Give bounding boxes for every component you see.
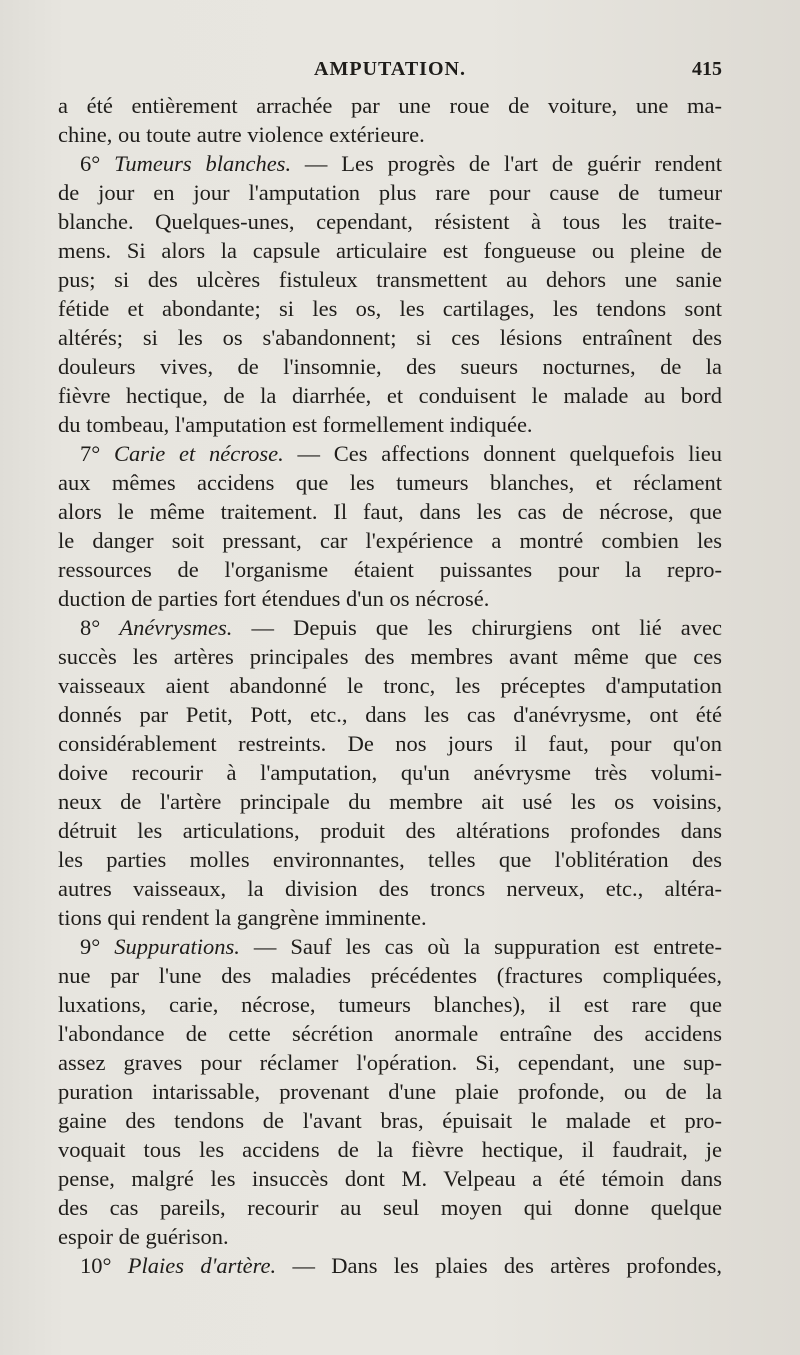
text-line [58,236,722,265]
text-line [58,1077,722,1106]
text-run: alors le même traitement. Il faut, dans les cas de nécrose, que [58,499,722,524]
text-run: douleurs vives, de l'insomnie, des sueurs nocturnes, de la [58,354,722,379]
text-line [58,468,722,497]
text-line [58,120,722,149]
text-run: tions qui rendent la gangrène imminente. [58,905,427,930]
text-line [58,1048,722,1077]
page-number: 415 [692,58,722,80]
text-line [58,526,722,555]
text-run: de jour en jour l'amputation plus rare pour cause de tumeur [58,180,722,205]
text-run: 8° [80,615,120,640]
text-line [58,439,722,468]
text-run: 7° [80,441,114,466]
text-line [58,149,722,178]
text-run: luxations, carie, nécrose, tumeurs blanches), il est rare que [58,992,722,1017]
text-run: pus; si des ulcères fistuleux transmettent au dehors une sanie [58,267,722,292]
text-run: considérablement restreints. De nos jours il faut, pour qu'on [58,731,722,756]
text-line [58,845,722,874]
text-run: des cas pareils, recourir au seul moyen qui donne quelque [58,1195,722,1220]
text-line [58,787,722,816]
text-line [58,816,722,845]
text-run: autres vaisseaux, la division des troncs nerveux, etc., altéra- [58,876,722,901]
text-run: neux de l'artère principale du membre ait usé les os voisins, [58,789,722,814]
text-run: — Les progrès de l'art de guérir rendent [291,151,722,176]
running-title: AMPUTATION. [314,58,466,80]
text-line [58,497,722,526]
text-run: détruit les articulations, produit des altérations profondes dans [58,818,722,843]
text-run: nue par l'une des maladies précédentes (fractures compliquées, [58,963,722,988]
text-run: aux mêmes accidens que les tumeurs blanches, et réclament [58,470,722,495]
text-line [58,700,722,729]
page-header [58,58,722,88]
text-line [58,555,722,584]
text-run: puration intarissable, provenant d'une plaie profonde, ou de la [58,1079,722,1104]
section-heading: Anévrysmes. [119,615,233,640]
text-run: du tombeau, l'amputation est formellement indiquée. [58,412,533,437]
text-run: l'abondance de cette sécrétion anormale entraîne des accidens [58,1021,722,1046]
text-run: a été entièrement arrachée par une roue de voiture, une ma- [58,93,722,118]
text-line [58,961,722,990]
text-run: espoir de guérison. [58,1224,229,1249]
text-run: blanche. Quelques-unes, cependant, résistent à tous les traite- [58,209,722,234]
text-line [58,642,722,671]
text-run: fièvre hectique, de la diarrhée, et conduisent le malade au bord [58,383,722,408]
text-line [58,874,722,903]
text-line [58,729,722,758]
section-heading: Suppurations. [114,934,240,959]
text-run: mens. Si alors la capsule articulaire est fongueuse ou pleine de [58,238,722,263]
body-text [58,91,722,1280]
text-run: voquait tous les accidens de la fièvre hectique, il faudrait, je [58,1137,722,1162]
text-line [58,294,722,323]
text-line [58,903,722,932]
text-run: — Sauf les cas où la suppuration est entrete- [239,934,722,959]
text-run: ressources de l'organisme étaient puissantes pour la repro- [58,557,722,582]
text-run: gaine des tendons de l'avant bras, épuisait le malade et pro- [58,1108,722,1133]
text-run: doive recourir à l'amputation, qu'un anévrysme très volumi- [58,760,722,785]
text-run: chine, ou toute autre violence extérieure. [58,122,425,147]
section-heading: Tumeurs blanches. [114,151,292,176]
text-line [58,758,722,787]
text-line [58,207,722,236]
text-line [58,1135,722,1164]
text-line [58,352,722,381]
text-run: les parties molles environnantes, telles que l'oblitération des [58,847,722,872]
section-heading: Carie et nécrose. [114,441,284,466]
text-run: assez graves pour réclamer l'opération. Si, cependant, une sup- [58,1050,722,1075]
text-run: fétide et abondante; si les os, les cartilages, les tendons sont [58,296,722,321]
text-line [58,1193,722,1222]
text-line [58,1164,722,1193]
text-run: 6° [80,151,115,176]
text-line [58,671,722,700]
text-line [58,265,722,294]
text-run: pense, malgré les insuccès dont M. Velpeau a été témoin dans [58,1166,722,1191]
text-run: vaisseaux aient abandonné le tronc, les préceptes d'amputation [58,673,722,698]
text-line [58,613,722,642]
text-run: duction de parties fort étendues d'un os nécrosé. [58,586,490,611]
text-run: altérés; si les os s'abandonnent; si ces lésions entraînent des [58,325,722,350]
text-line [58,990,722,1019]
section-heading: Plaies d'artère. [127,1253,277,1278]
text-line [58,1019,722,1048]
text-line [58,1222,722,1251]
text-line [58,1106,722,1135]
text-line [58,584,722,613]
text-run: 10° [80,1253,128,1278]
text-line [58,381,722,410]
text-run: le danger soit pressant, car l'expérience a montré combien les [58,528,722,553]
text-run: succès les artères principales des membres avant même que ces [58,644,722,669]
text-line [58,178,722,207]
text-line [58,323,722,352]
text-run: — Ces affections donnent quelquefois lieu [283,441,722,466]
text-line [58,932,722,961]
text-line [58,91,722,120]
text-run: — Dans les plaies des artères profondes, [276,1253,722,1278]
text-run: — Depuis que les chirurgiens ont lié avec [232,615,722,640]
text-line [58,1251,722,1280]
text-run: 9° [80,934,115,959]
text-line [58,410,722,439]
text-run: donnés par Petit, Pott, etc., dans les cas d'anévrysme, ont été [58,702,722,727]
